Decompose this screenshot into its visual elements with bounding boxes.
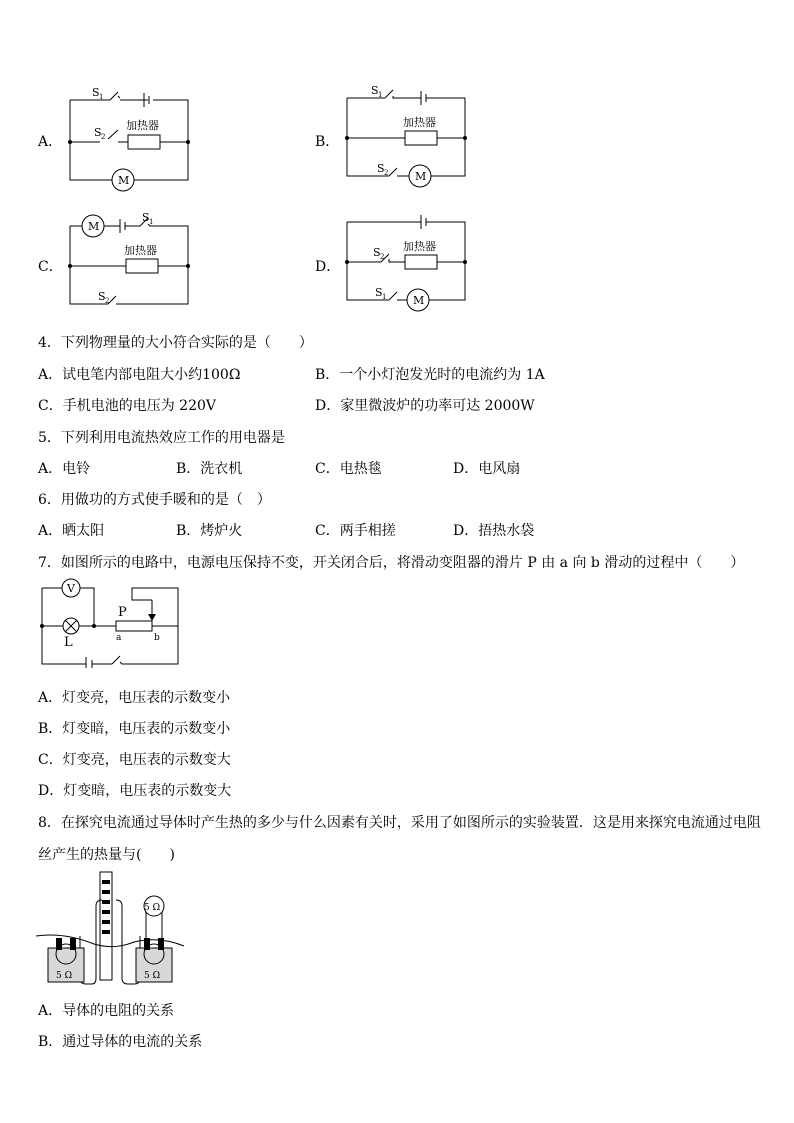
q5-option-d: D．电风扇 xyxy=(453,461,521,477)
q6-option-d: D．捂热水袋 xyxy=(453,523,535,539)
q5-option-a: A．电铃 xyxy=(38,461,91,477)
q4-option-d: D．家里微波炉的功率可达 2000W xyxy=(315,398,535,414)
u-tube-scale xyxy=(102,880,110,934)
slider-p-label: P xyxy=(118,605,127,620)
q7-option-d: D．灯变暗，电压表的示数变大 xyxy=(38,783,232,799)
svg-text:S: S xyxy=(375,286,383,299)
svg-text:1: 1 xyxy=(378,91,383,99)
svg-text:2: 2 xyxy=(380,253,385,261)
q8-stem-line2: 丝产生的热量与( ) xyxy=(38,847,175,863)
q7-option-c: C．灯变亮，电压表的示数变大 xyxy=(38,752,231,768)
right-resistor-label: 5 Ω xyxy=(144,971,161,981)
motor-label: M xyxy=(118,174,130,187)
s2-label: S xyxy=(94,126,102,139)
svg-text:S: S xyxy=(373,246,381,259)
option-d-label: D． xyxy=(315,259,341,275)
lamp-label: L xyxy=(64,635,73,650)
q8-stem-line1: 8．在探究电流通过导体时产生热的多少与什么因素有关时，采用了如图所示的实验装置．这是用来探究电流通过电阻 xyxy=(38,815,761,831)
circuit-d-diagram xyxy=(337,204,477,316)
svg-text:S: S xyxy=(142,211,150,224)
q8-apparatus-diagram xyxy=(34,866,194,988)
q7-circuit-diagram xyxy=(36,576,186,668)
q4-option-b: B．一个小灯泡发光时的电流约为 1A xyxy=(315,367,545,383)
q6-option-c: C．两手相搓 xyxy=(315,523,396,539)
voltmeter-label: V xyxy=(67,582,75,595)
option-b-label: B． xyxy=(315,134,340,150)
q4-option-a: A．试电笔内部电阻大小约100Ω xyxy=(38,367,241,383)
q5-stem: 5．下列利用电流热效应工作的用电器是 xyxy=(38,430,285,446)
svg-text:2: 2 xyxy=(101,133,106,141)
q8-option-b: B．通过导体的电流的关系 xyxy=(38,1034,203,1050)
q7-option-b: B．灯变暗，电压表的示数变小 xyxy=(38,721,231,737)
top-resistor-label: 5 Ω xyxy=(144,903,161,913)
q5-option-c: C．电热毯 xyxy=(315,461,382,477)
heater-label: 加热器 xyxy=(126,119,159,132)
circuit-b-diagram xyxy=(337,78,477,190)
svg-text:2: 2 xyxy=(384,169,389,177)
q6-stem: 6．用做功的方式使手暖和的是（ ） xyxy=(38,492,271,508)
q8-option-a: A．导体的电阻的关系 xyxy=(38,1003,175,1019)
q6-option-a: A．晒太阳 xyxy=(38,523,105,539)
circuit-c-diagram xyxy=(60,204,200,316)
svg-text:2: 2 xyxy=(105,297,110,305)
svg-text:S: S xyxy=(371,84,379,97)
q5-option-b: B．洗衣机 xyxy=(176,461,243,477)
svg-text:加热器: 加热器 xyxy=(403,116,436,129)
q7-stem: 7．如图所示的电路中，电源电压保持不变，开关闭合后，将滑动变阻器的滑片 P 由 a 向 b 滑动的过程中（ ） xyxy=(38,555,745,571)
svg-text:S: S xyxy=(98,290,106,303)
s1-label: S xyxy=(92,86,100,99)
svg-text:1: 1 xyxy=(382,293,387,301)
q6-option-b: B．烤炉火 xyxy=(176,523,243,539)
svg-text:M: M xyxy=(413,294,425,307)
svg-text:1: 1 xyxy=(99,93,104,101)
option-a-label: A． xyxy=(38,134,63,150)
svg-text:1: 1 xyxy=(149,218,154,226)
svg-text:加热器: 加热器 xyxy=(403,240,436,253)
svg-text:S: S xyxy=(377,162,385,175)
left-resistor-label: 5 Ω xyxy=(56,971,73,981)
end-b-label: b xyxy=(154,633,160,643)
q4-stem: 4．下列物理量的大小符合实际的是（ ） xyxy=(38,335,313,351)
svg-text:M: M xyxy=(415,170,427,183)
option-c-label: C． xyxy=(38,259,63,275)
q7-option-a: A．灯变亮，电压表的示数变小 xyxy=(38,690,231,706)
svg-text:加热器: 加热器 xyxy=(124,244,157,257)
svg-text:M: M xyxy=(88,220,100,233)
circuit-a-diagram xyxy=(60,80,200,192)
q4-option-c: C．手机电池的电压为 220V xyxy=(38,398,216,414)
end-a-label: a xyxy=(116,633,122,643)
